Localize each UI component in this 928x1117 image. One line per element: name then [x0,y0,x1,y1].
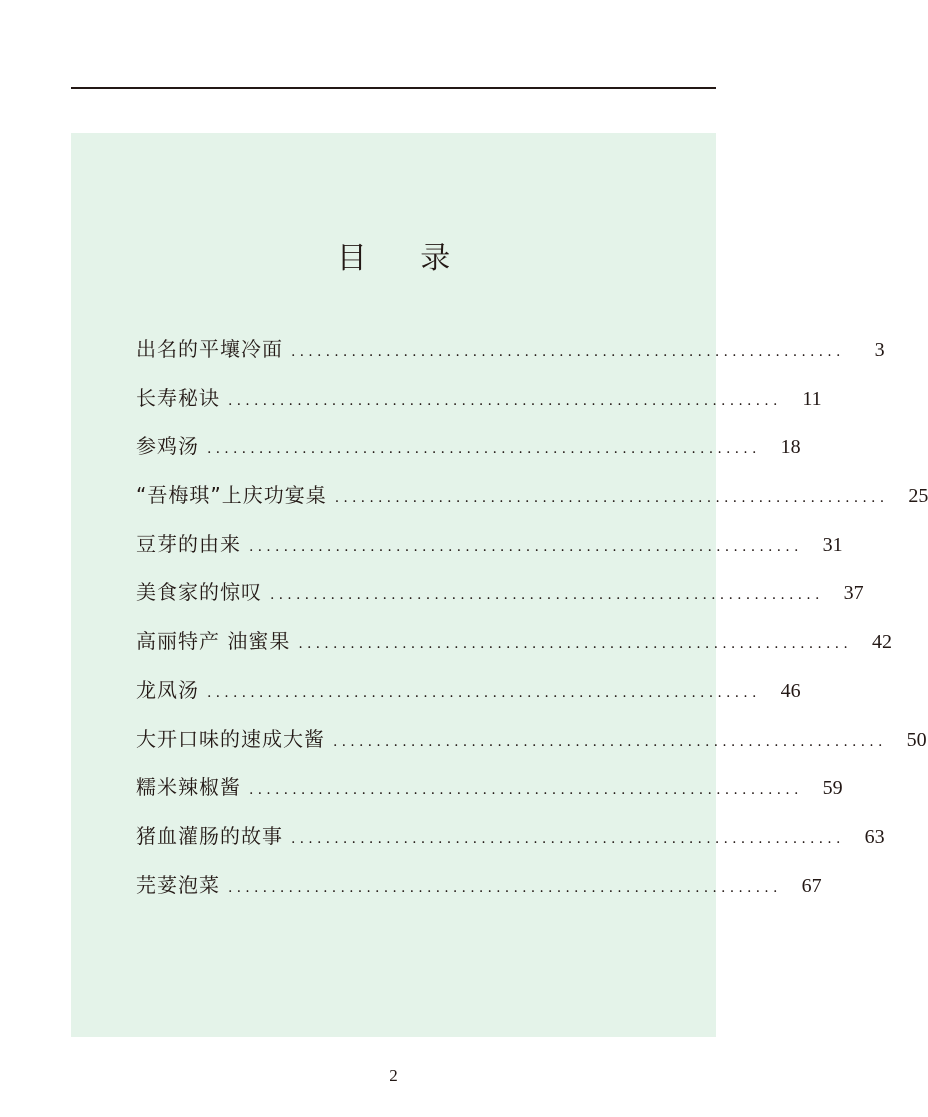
toc-entry[interactable] [136,477,928,526]
toc-entry-title: 芫荽泡菜 [136,872,220,897]
dot-leader: ................................................................ [207,441,761,458]
dot-leader: ................................................................ [249,782,803,799]
toc-entry-page: 46 [780,679,801,702]
toc-entry-title: 大开口味的速成大酱 [136,726,325,751]
dot-leader: ................................................................ [291,830,845,847]
dot-leader: ................................................................ [270,587,824,604]
toc-entry[interactable] [136,672,801,721]
dot-leader: ................................................................ [228,392,782,409]
toc-entry-page: 37 [843,582,864,605]
dot-leader: ................................................................ [334,490,889,507]
toc-entry-page: 11 [802,387,822,410]
toc-entry[interactable] [136,818,885,867]
toc-entry-page: 25 [908,485,928,508]
toc-entry-title: 美食家的惊叹 [136,580,262,605]
toc-entry[interactable] [136,623,892,672]
toc-entry-page: 31 [822,533,843,556]
toc-entry-page: 50 [906,728,927,751]
toc-title: 目 录 [336,241,473,276]
toc-entry-title: 高丽特产 油蜜果 [136,629,291,654]
dot-leader: ................................................................ [291,344,845,360]
toc-entry[interactable] [136,867,822,916]
toc-entry-page: 59 [822,777,843,800]
header-rule [71,87,716,89]
toc-entry-title: 猪血灌肠的故事 [136,823,283,848]
toc-entry[interactable] [136,526,843,575]
toc-entry-title: 豆芽的由来 [136,531,241,556]
toc-entry[interactable] [136,574,864,623]
toc-entry[interactable] [136,428,801,477]
dot-leader: ................................................................ [228,879,782,896]
toc-entry[interactable] [136,331,885,380]
toc-entry[interactable] [136,721,927,770]
dot-leader: ................................................................ [333,733,887,750]
toc-entry-page: 18 [780,436,801,459]
toc-entry-page: 3 [874,339,885,361]
dot-leader: ................................................................ [249,538,803,555]
dot-leader: ................................................................ [298,636,852,653]
toc-entry-title: 龙凤汤 [136,677,199,702]
toc-entry-title: “吾梅琪”上庆功宴桌 [136,483,327,508]
toc-list [136,331,928,915]
toc-entry-page: 63 [864,825,885,848]
toc-entry-page: 42 [871,631,892,654]
toc-entry-page: 67 [801,874,822,897]
toc-entry-title: 长寿秘诀 [136,385,220,410]
toc-entry[interactable] [136,380,822,429]
toc-entry[interactable] [136,769,843,818]
toc-entry-title: 出名的平壤冷面 [136,337,283,361]
toc-entry-title: 糯米辣椒酱 [136,775,241,800]
dot-leader: ................................................................ [207,684,761,701]
table-of-contents-panel [71,133,928,1037]
toc-entry-title: 参鸡汤 [136,434,199,459]
page-number: 2 [389,1066,398,1085]
